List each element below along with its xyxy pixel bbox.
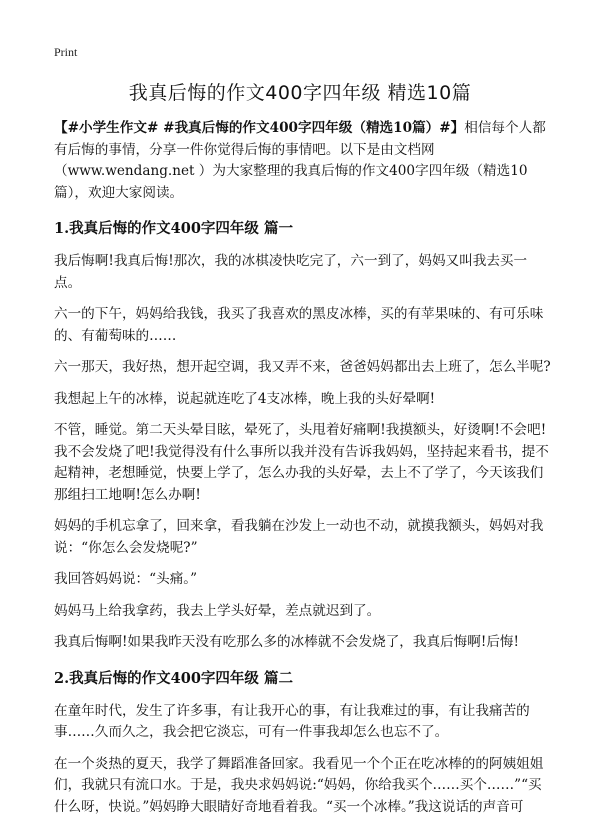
paragraph: 妈妈马上给我拿药，我去上学头好晕，差点就迟到了。 [54, 602, 381, 619]
paragraph: 不管，睡觉。第二天头晕目眩，晕死了，头甩着好痛啊!我摸额头，好烫啊!不会吧!我不会发烧了吧!我觉得没有什么事所以我并没有告诉我妈妈，坚持起来看书，提不起精神，老想睡觉，快要上学了，怎么办我的头好晕，去上不了学了，今天该我们那组扫工地啊!怎么办啊! [54, 422, 549, 503]
intro-text: 相信每个人都有后悔的事情，分享一件你觉得后悔的事情吧。以下是由文档网（www.wendang.net ）为大家整理的我真后悔的作文400字四年级（精选10篇），欢迎大家阅读。 [54, 120, 546, 201]
paragraph: 在童年时代，发生了许多事，有让我开心的事，有让我难过的事，有让我痛苦的事……久而久之，我会把它淡忘，可有一件事我却怎么也忘不了。 [54, 702, 530, 740]
paragraph: 我后悔啊!我真后悔!那次，我的冰棋凌快吃完了，六一到了，妈妈又叫我去买一点。 [54, 253, 528, 291]
paragraph: 六一那天，我好热，想开起空调，我又弄不来，爸爸妈妈都出去上班了，怎么半呢? [54, 359, 551, 375]
paragraph: 妈妈的手机忘拿了，回来拿，看我躺在沙发上一动也不动，就摸我额头，妈妈对我说：“你怎么会发烧呢?” [54, 518, 544, 556]
section-heading-2: 2.我真后悔的作文400字四年级 篇二 [54, 669, 293, 687]
article-body [54, 118, 554, 828]
paragraph: 我回答妈妈说：“头痛。” [54, 571, 198, 587]
paragraph: 六一的下午，妈妈给我钱，我买了我喜欢的黑皮冰棒，买的有苹果味的、有可乐味的、有葡萄味的…… [54, 306, 544, 344]
paragraph: 我真后悔啊!如果我昨天没有吃那么多的冰棒就不会发烧了，我真后悔啊!后悔! [54, 634, 519, 650]
intro-tags: 【#小学生作文# #我真后悔的作文400字四年级（精选10篇）#】 [54, 120, 465, 136]
paragraph: 在一个炎热的夏天，我学了舞蹈准备回家。我看见一个个正在吃冰棒的的阿姨姐姐们，我就只有流口水。于是，我央求妈妈说:“妈妈，你给我买个……买个……”“买什么呀，快说。”妈妈睁大眼睛好奇地看着我。“买一个冰棒。”我这说话的声音可 [54, 755, 544, 815]
intro-paragraph [54, 118, 554, 204]
page-title: 我真后悔的作文400字四年级 精选10篇 [128, 82, 472, 104]
section-heading-1: 1.我真后悔的作文400字四年级 篇一 [54, 220, 293, 237]
print-link[interactable]: Print [54, 45, 78, 59]
paragraph: 我想起上午的冰棒，说起就连吃了4支冰棒，晚上我的头好晕啊! [54, 390, 436, 407]
